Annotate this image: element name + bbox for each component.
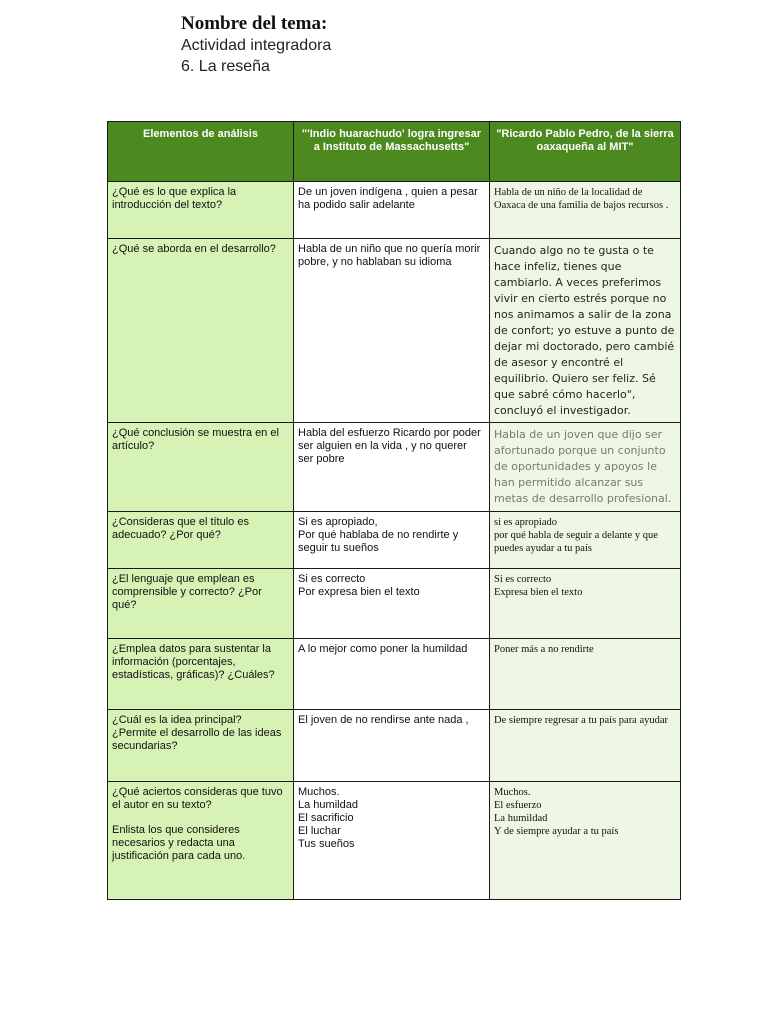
answer-cell: Poner más a no rendirte	[490, 639, 681, 710]
answer-cell: Habla de un joven que dijo ser afortunado porque un conjunto de oportunidades y apoyos le han permitido alcanzar sus metas de desarrollo profesional.	[490, 423, 681, 512]
activity-line: Actividad integradora	[181, 37, 332, 54]
answer-cell: El joven de no rendirse ante nada ,	[294, 710, 490, 782]
question-cell: ¿El lenguaje que emplean es comprensible y correcto? ¿Por qué?	[108, 569, 294, 639]
answer-line: El esfuerzo	[494, 800, 542, 811]
answer-cell: Habla de un niño que no quería morir pobre, y no hablaban su idioma	[294, 239, 490, 423]
answer-line: Si es correcto	[494, 574, 552, 585]
table-row	[108, 239, 681, 423]
answer-line: Expresa bien el texto	[494, 587, 583, 598]
answer-cell	[294, 512, 490, 569]
table-row	[108, 569, 681, 639]
answer-cell	[294, 569, 490, 639]
question-instruction: Enlista los que consideres necesarios y redacta una justificación para cada uno.	[112, 824, 246, 862]
column-header: "'Indio huarachudo' logra ingresar a Instituto de Massachusetts"	[294, 122, 490, 182]
answer-line: Por expresa bien el texto	[298, 586, 420, 598]
question-cell: ¿Emplea datos para sustentar la información (porcentajes, estadísticas, gráficas)? ¿Cuáles?	[108, 639, 294, 710]
review-line: 6. La reseña	[181, 58, 270, 75]
answer-line: Por qué hablaba de no rendirte y seguir tu sueños	[298, 529, 459, 554]
analysis-table	[107, 121, 681, 900]
answer-line: por qué habla de seguir a delante y que puedes ayudar a tu país	[494, 530, 658, 554]
question-cell: ¿Consideras que el título es adecuado? ¿Por qué?	[108, 512, 294, 569]
question-cell: ¿Qué es lo que explica la introducción del texto?	[108, 182, 294, 239]
question-cell: ¿Qué se aborda en el desarrollo?	[108, 239, 294, 423]
answer-line: La humildad	[494, 813, 548, 824]
answer-cell	[490, 782, 681, 900]
answer-cell	[490, 569, 681, 639]
question-cell	[108, 782, 294, 900]
answer-line: si es apropiado	[494, 517, 557, 528]
answer-line: La humildad	[298, 799, 358, 811]
answer-cell: De un joven indígena , quien a pesar ha podido salir adelante	[294, 182, 490, 239]
table-row	[108, 512, 681, 569]
answer-cell: Cuando algo no te gusta o te hace infeliz, tienes que cambiarlo. A veces preferimos vivir en cierto estrés porque no nos animamos a salir de la zona de confort; yo estuve a punto de dejar mi doctorado, pero cambié de asesor y encontré el equilibrio. Quiero ser feliz. Sé que sabré cómo hacerlo", concluyó el investigador.	[490, 239, 681, 423]
answer-line: El luchar	[298, 825, 341, 837]
table-header-row	[108, 122, 681, 182]
table-row	[108, 782, 681, 900]
answer-line: Muchos.	[298, 786, 340, 798]
answer-line: Muchos.	[494, 787, 531, 798]
answer-cell: De siempre regresar a tu país para ayudar	[490, 710, 681, 782]
answer-cell: A lo mejor como poner la humildad	[294, 639, 490, 710]
table-row	[108, 710, 681, 782]
question-cell: ¿Qué conclusión se muestra en el artículo?	[108, 423, 294, 512]
answer-cell: Habla de un niño de la localidad de Oaxaca de una familia de bajos recursos .	[490, 182, 681, 239]
answer-line: Tus sueños	[298, 838, 355, 850]
topic-title: Nombre del tema:	[181, 13, 328, 34]
table-row	[108, 639, 681, 710]
answer-cell: Habla del esfuerzo Ricardo por poder ser alguien en la vida , y no querer ser pobre	[294, 423, 490, 512]
answer-line: Si es apropiado,	[298, 516, 378, 528]
answer-cell	[294, 782, 490, 900]
answer-line: Y de siempre ayudar a tu país	[494, 826, 619, 837]
document-header	[181, 13, 331, 77]
answer-cell	[490, 512, 681, 569]
question-text: ¿Qué aciertos consideras que tuvo el autor en su texto?	[112, 786, 283, 811]
table-row	[108, 423, 681, 512]
table-row	[108, 182, 681, 239]
column-header: "Ricardo Pablo Pedro, de la sierra oaxaqueña al MIT"	[490, 122, 681, 182]
question-cell: ¿Cuál es la idea principal? ¿Permite el desarrollo de las ideas secundarias?	[108, 710, 294, 782]
answer-line: El sacrificio	[298, 812, 354, 824]
answer-line: Si es correcto	[298, 573, 366, 585]
column-header: Elementos de análisis	[108, 122, 294, 182]
